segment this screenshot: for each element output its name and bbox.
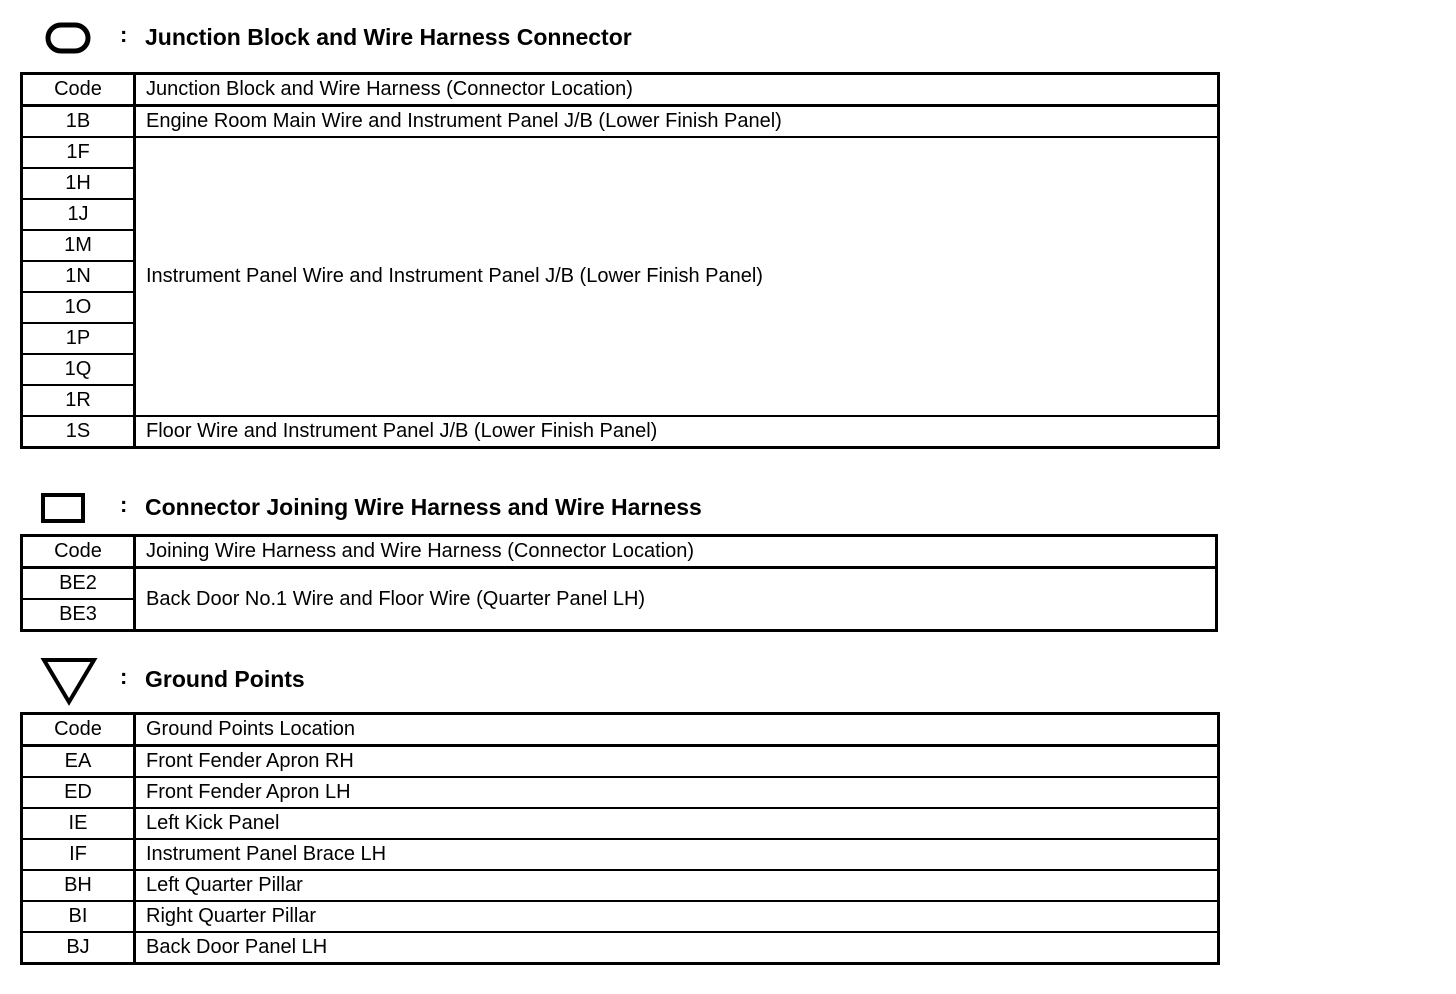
section-colon: : — [120, 22, 128, 47]
table-row — [22, 808, 1219, 839]
location-cell: Back Door No.1 Wire and Floor Wire (Quarter Panel LH) — [135, 568, 1217, 631]
code-cell: EA — [22, 746, 135, 778]
junction-table — [20, 72, 1220, 449]
code-cell: 1S — [22, 416, 135, 448]
table-row — [22, 932, 1219, 964]
table-header-row — [22, 74, 1219, 106]
code-cell: BE3 — [22, 599, 135, 631]
ground-section-header — [0, 656, 1300, 696]
location-header: Junction Block and Wire Harness (Connector Location) — [135, 74, 1219, 106]
joining-table — [20, 534, 1218, 632]
location-cell: Instrument Panel Brace LH — [135, 839, 1219, 870]
code-cell: 1B — [22, 106, 135, 138]
code-header: Code — [22, 536, 135, 568]
location-cell: Left Quarter Pillar — [135, 870, 1219, 901]
section-colon: : — [120, 492, 128, 517]
location-cell: Floor Wire and Instrument Panel J/B (Lower Finish Panel) — [135, 416, 1219, 448]
section-title: Ground Points — [145, 666, 305, 692]
code-cell: BE2 — [22, 568, 135, 600]
location-cell: Back Door Panel LH — [135, 932, 1219, 964]
location-cell: Right Quarter Pillar — [135, 901, 1219, 932]
location-header: Joining Wire Harness and Wire Harness (Connector Location) — [135, 536, 1217, 568]
code-cell: ED — [22, 777, 135, 808]
code-cell: BJ — [22, 932, 135, 964]
section-title: Connector Joining Wire Harness and Wire Harness — [145, 494, 702, 520]
section-title: Junction Block and Wire Harness Connector — [145, 24, 632, 50]
code-cell: BH — [22, 870, 135, 901]
code-cell: 1F — [22, 137, 135, 168]
table-row — [22, 746, 1219, 778]
table-row — [22, 416, 1219, 448]
code-cell: 1N — [22, 261, 135, 292]
rectangle-icon — [40, 492, 88, 526]
code-cell: IF — [22, 839, 135, 870]
location-cell: Instrument Panel Wire and Instrument Panel J/B (Lower Finish Panel) — [135, 137, 1219, 416]
table-row — [22, 901, 1219, 932]
table-row — [22, 839, 1219, 870]
table-row — [22, 568, 1217, 600]
table-header-row — [22, 536, 1217, 568]
table-row — [22, 137, 1219, 168]
code-header: Code — [22, 714, 135, 746]
code-cell: BI — [22, 901, 135, 932]
location-cell: Front Fender Apron RH — [135, 746, 1219, 778]
table-row — [22, 106, 1219, 138]
table-header-row — [22, 714, 1219, 746]
code-cell: 1P — [22, 323, 135, 354]
code-cell: 1M — [22, 230, 135, 261]
location-header: Ground Points Location — [135, 714, 1219, 746]
junction-section-header — [0, 16, 1300, 56]
location-cell: Left Kick Panel — [135, 808, 1219, 839]
ground-table — [20, 712, 1220, 965]
code-cell: 1J — [22, 199, 135, 230]
location-cell: Engine Room Main Wire and Instrument Panel J/B (Lower Finish Panel) — [135, 106, 1219, 138]
joining-section-header — [0, 486, 1300, 526]
code-cell: 1R — [22, 385, 135, 416]
table-row — [22, 870, 1219, 901]
location-cell: Front Fender Apron LH — [135, 777, 1219, 808]
table-row — [22, 777, 1219, 808]
code-header: Code — [22, 74, 135, 106]
code-cell: IE — [22, 808, 135, 839]
code-cell: 1O — [22, 292, 135, 323]
code-cell: 1H — [22, 168, 135, 199]
down-triangle-icon — [40, 656, 98, 706]
rounded-rect-icon — [45, 22, 91, 56]
section-colon: : — [120, 664, 128, 689]
code-cell: 1Q — [22, 354, 135, 385]
